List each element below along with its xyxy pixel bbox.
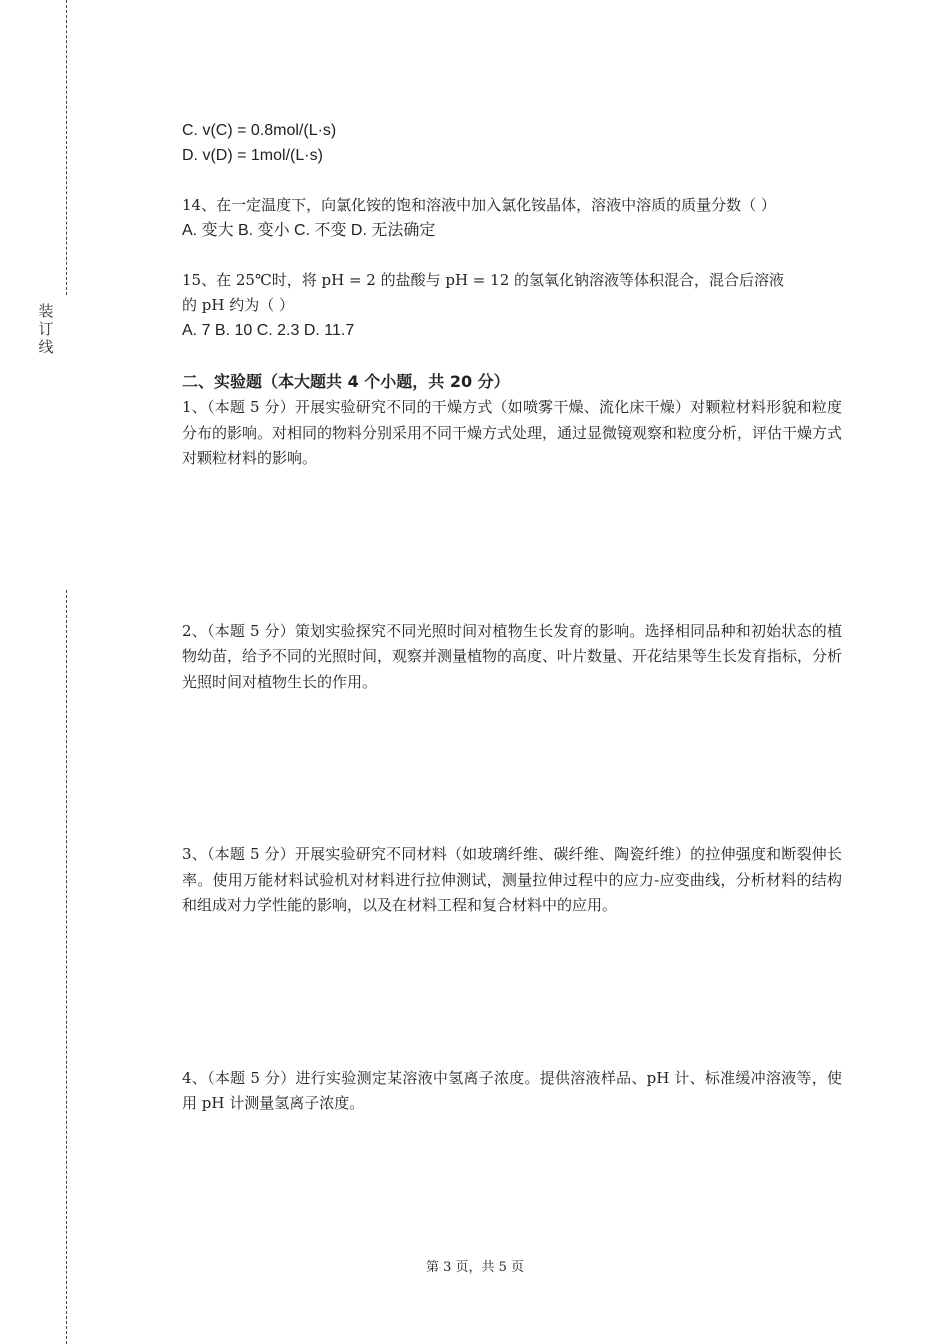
page-number: 第 3 页，共 5 页 [425,1260,525,1275]
q15-stem-line1: 15、在 25℃时，将 pH = 2 的盐酸与 pH = 12 的氢氧化钠溶液等体积混合，混合后溶液 [182,271,785,289]
binding-dashed-line-top [66,0,67,295]
q15-stem-line2: 的 pH 约为（ ） [182,296,294,314]
experiment-1: 1、（本题 5 分）开展实验研究不同的干燥方式（如喷雾干燥、流化床干燥）对颗粒材料形貌和粒度分布的影响。对相同的物料分别采用不同干燥方式处理，通过显微镜观察和粒度分析，评估干燥方式对颗粒材料的影响。 [182,398,843,467]
q15-options: A. 7 B. 10 C. 2.3 D. 11.7 [182,322,355,339]
q13-option-d: D. v(D) = 1mol/(L·s) [182,147,323,164]
binding-dashed-line-bottom [66,590,67,1344]
binding-label-char: 订 [38,320,54,338]
binding-label [34,302,58,356]
q13-option-c: C. v(C) = 0.8mol/(L·s) [182,122,337,139]
experiment-3: 3、（本题 5 分）开展实验研究不同材料（如玻璃纤维、碳纤维、陶瓷纤维）的拉伸强度和断裂伸长率。使用万能材料试验机对材料进行拉伸测试，测量拉伸过程中的应力-应变曲线，分析材料的结构和组成对力学性能的影响，以及在材料工程和复合材料中的应用。 [182,845,842,914]
exam-content [182,118,842,1117]
experiment-4: 4、（本题 5 分）进行实验测定某溶液中氢离子浓度。提供溶液样品、pH 计、标准缓冲溶液等，使用 pH 计测量氢离子浓度。 [182,1068,842,1112]
binding-label-char: 线 [38,338,54,356]
q14-stem: 14、在一定温度下，向氯化铵的饱和溶液中加入氯化铵晶体，溶液中溶质的质量分数（ ） [182,196,776,214]
binding-label-char: 装 [38,302,54,320]
q14-options: A. 变大 B. 变小 C. 不变 D. 无法确定 [182,222,436,239]
experiment-2: 2、（本题 5 分）策划实验探究不同光照时间对植物生长发育的影响。选择相同品种和初始状态的植物幼苗，给予不同的光照时间，观察并测量植物的高度、叶片数量、开花结果等生长发育指标，分析光照时间对植物生长的作用。 [182,621,843,691]
section-title: 二、实验题（本大题共 4 个小题，共 20 分） [182,372,510,391]
